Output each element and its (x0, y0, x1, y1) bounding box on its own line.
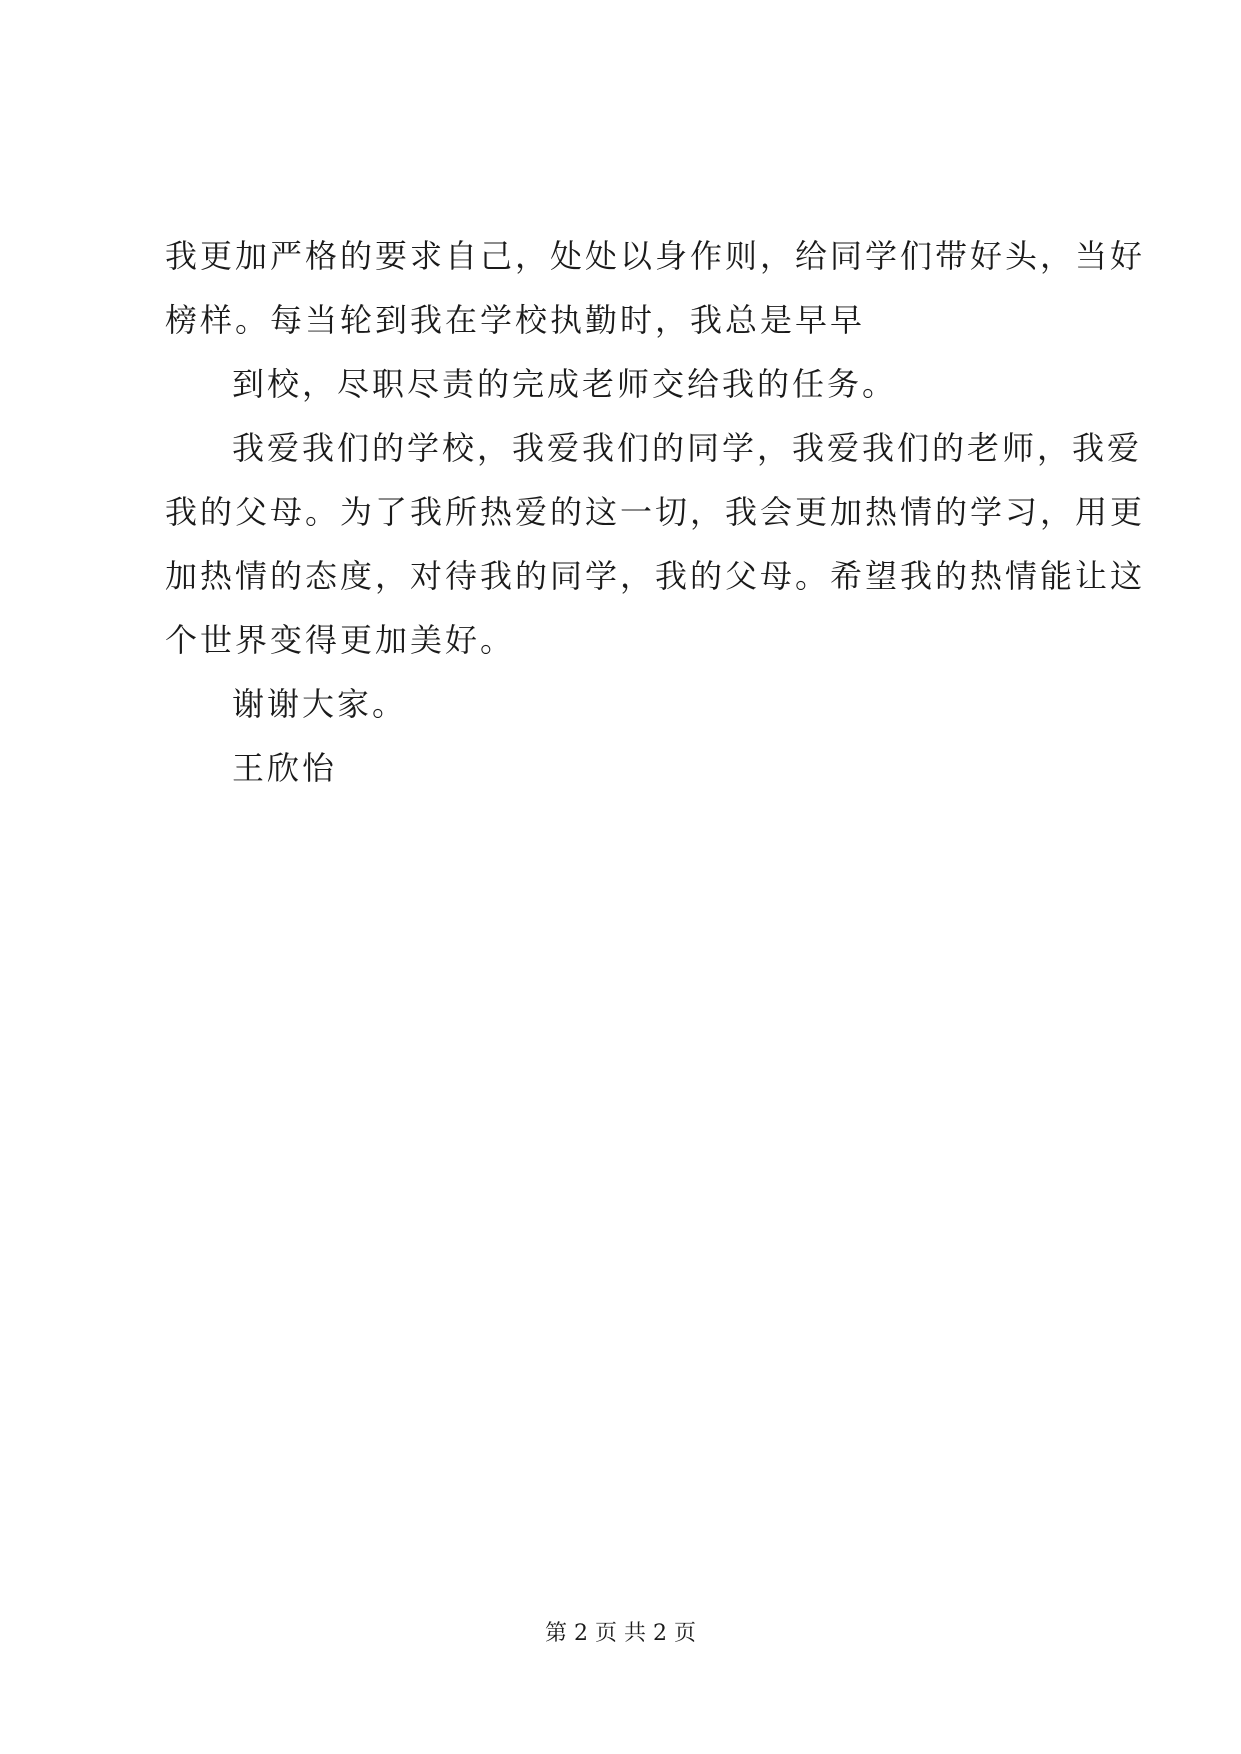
body-line-2: 榜样。每当轮到我在学校执勤时，我总是早早 (165, 301, 866, 339)
signature-name: 王欣怡 (232, 749, 338, 787)
body-line-3: 到校，尽职尽责的完成老师交给我的任务。 (232, 365, 898, 403)
closing-line: 谢谢大家。 (232, 685, 408, 723)
body-line-1: 我更加严格的要求自己，处处以身作则，给同学们带好头，当好 (165, 237, 1146, 275)
page-number-footer: 第 2 页 共 2 页 (545, 1621, 696, 1646)
body-line-7: 个世界变得更加美好。 (165, 621, 516, 659)
body-line-5: 我的父母。为了我所热爱的这一切，我会更加热情的学习，用更 (165, 493, 1146, 531)
body-line-4: 我爱我们的学校，我爱我们的同学，我爱我们的老师，我爱 (232, 429, 1143, 467)
body-line-6: 加热情的态度，对待我的同学，我的父母。希望我的热情能让这 (165, 557, 1146, 595)
